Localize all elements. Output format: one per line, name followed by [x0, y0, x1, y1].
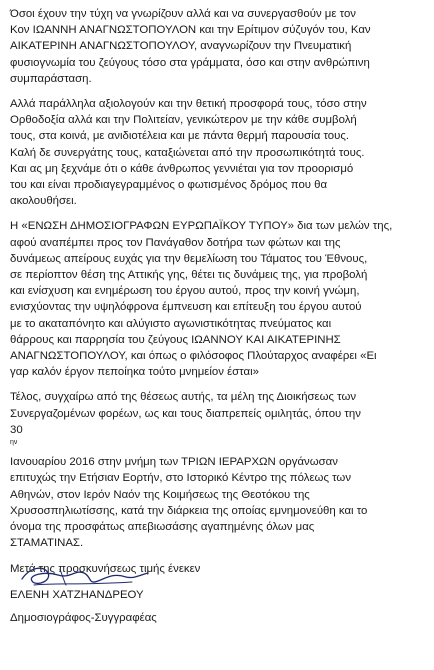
signature-name: ΕΛΕΝΗ ΧΑΤΖΗΑΝΔΡΕΟΥ: [10, 588, 144, 601]
text-line: και ενίσχυση και ενημέρωση του έργου αυτού, προς την κοινή γνώμη,: [10, 285, 360, 298]
text-line: του και είναι προδιαγεγραμμένος ο φωτισμένος δρόμος που θα: [10, 179, 328, 192]
paragraph-4: [10, 389, 424, 551]
closing-line: Μετά της προσκυνήσεως τιμής ένεκεν: [10, 562, 201, 575]
text-line: δυνάμεως απείρους ευχάς για την θεμελίωση του Τάματος του Έθνους,: [10, 252, 368, 265]
paragraph-1: [10, 6, 424, 87]
closing-block: [10, 561, 424, 626]
text-line: ΑΝΑΓΝΩΣΤΟΠΟΥΛΟΥ, και όπως ο φιλόσοφος Πλούταρχος αναφέρει «Ει: [10, 350, 377, 363]
text-line: Και ας μη ξεχνάμε ότι ο κάθε άνθρωπος γεννιέται για τον προορισμό: [10, 162, 354, 175]
text-line: όνομα της προσφάτως απεβιωσάσης αγαπημένης όλων μας: [10, 521, 315, 534]
text-line: Ορθοδοξία αλλά και την Πολιτείαν, γενικώτερον με την κάθε συμβολή: [10, 114, 357, 127]
text-line: ενισχύοντας την υψηλόφρονα έμπνευση και επίτευξη του έργου αυτού: [10, 301, 362, 314]
signature-block: [10, 577, 424, 610]
text-line: Αθηνών, στον Ιερόν Ναόν της Κοιμήσεως της Θεοτόκου της: [10, 488, 310, 501]
text-line: Χρυσοσπηλιωτίσσης, κατά την διάρκεια της οποίας εμνημονεύθη και το: [10, 504, 368, 517]
text-line: φυσιογνωμία του ζεύγους τόσο στα γράμματα, όσο και στην ανθρώπινη: [10, 56, 370, 69]
text-line: με το ακαταπόνητο και αλύγιστο αγωνιστικότητας πνεύματος και: [10, 317, 332, 330]
text-line: αφού αναπέμπει προς τον Πανάγαθον δοτήρα των φώτων και της: [10, 236, 341, 249]
text-line: επιτυχώς την Ετήσιαν Εορτήν, στο Ιστορικό Κέντρο της πόλεως των: [10, 472, 352, 485]
text-line: τους, στα κοινά, με ανιδιοτέλεια και με πάντα θερμή παρουσία τους.: [10, 130, 350, 143]
text-line: Τέλος, συγχαίρω από της θέσεως αυτής, τα μέλη της Διοικήσεως των: [10, 391, 357, 404]
text-fragment: Ιανουαρίου 2016 στην μνήμη των ΤΡΙΩΝ ΙΕΡΑΡΧΩΝ οργάνωσαν: [10, 456, 338, 469]
text-line: ΑΙΚΑΤΕΡΙΝΗ ΑΝΑΓΝΩΣΤΟΠΟΥΛΟΥ, αναγνωρίζουν την Πνευματική: [10, 40, 352, 53]
date-day: 30: [10, 423, 23, 436]
text-line: συμπαράσταση.: [10, 72, 92, 85]
text-line: Αλλά παράλληλα αξιολογούν και την θετική προσφορά τους, τόσο στην: [10, 98, 367, 111]
text-line: Κον ΙΩΑΝΝΗ ΑΝΑΓΝΩΣΤΟΠΟΥΛΟΝ και την Ερίτιμον σύζυγόν του, Καν: [10, 24, 371, 37]
text-line: Η «ΕΝΩΣΗ ΔΗΜΟΣΙΟΓΡΑΦΩΝ ΕΥΡΩΠΑΪΚΟΥ ΤΥΠΟΥ» δια των μελών της,: [10, 220, 393, 233]
text-line: Συνεργαζομένων φορέων, ως και τους διαπρεπείς ομιλητάς, όπου την: [10, 407, 361, 420]
text-line: [10, 422, 424, 471]
text-line: θάρρους και παρρησία του ζεύγους ΙΩΑΝΝΟΥ ΚΑΙ ΑΙΚΑΤΕΡΙΝΗΣ: [10, 333, 341, 346]
signature-title: Δημοσιογράφος-Συγγραφέας: [10, 611, 157, 624]
text-line: ακολουθήσει.: [10, 195, 77, 208]
text-line: γαρ καλόν έργον πεποίηκα τούτο μνημείον έσται»: [10, 366, 259, 379]
letter-body: [10, 6, 424, 626]
paragraph-2: [10, 96, 424, 209]
text-line: σε περίοπτον θέση της Αττικής γης, θέτει τις δυνάμεις της, για προβολή: [10, 269, 368, 282]
ordinal-suffix: ην: [10, 439, 18, 447]
text-line: Όσοι έχουν την τύχη να γνωρίζουν αλλά και να συνεργασθούν με τον: [10, 8, 356, 20]
text-line: ΣΤΑΜΑΤΙΝΑΣ.: [10, 537, 84, 550]
text-line: Καλή δε συνεργάτης τους, καταξιώνεται από την προσωπικότητά τους.: [10, 146, 365, 159]
paragraph-3: [10, 218, 424, 380]
